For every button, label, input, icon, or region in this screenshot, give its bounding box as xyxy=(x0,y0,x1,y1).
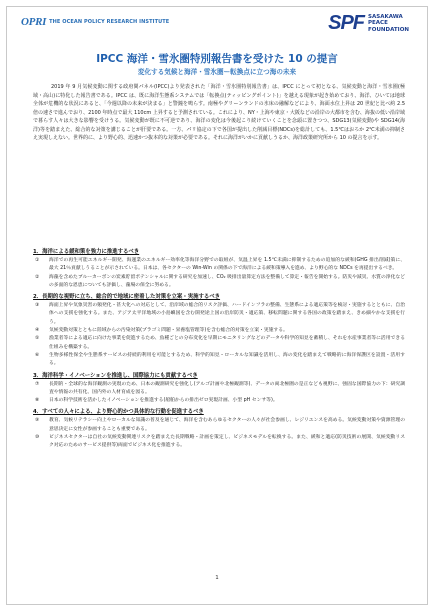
section-4 xyxy=(33,408,405,450)
page-number: 1 xyxy=(215,575,219,581)
item-text: 日本の科学技術を活かしたイノベーションを推進する(船舶からの排出ゼロ実現計画、小型 pH センサ等)。 xyxy=(49,398,278,404)
item-text: 漁業者等による適応に向けた事業を促進するため、魚種ごとの分布変化を早期にモニタリングなどのデータや科学的知見を蓄積し、それを水産事業者等に活用できる仕組みを構築する。 xyxy=(49,336,405,350)
item-number: ② xyxy=(35,274,40,280)
section-heading: 1．海洋による緩和策を強力に推進するべき xyxy=(33,249,140,255)
spf-name-line-1: SASAKAWA xyxy=(368,13,403,20)
section-3 xyxy=(33,372,405,406)
intro-paragraph: 2019 年 9 月気候変動に関する政府間パネル(IPCC)より発表された「海洋・雪氷圏特別報告書」は、IPCC にとって初となる、気候変動と海洋・雪氷圏(極域・高山)に特化した報告書である。IPCC は、既に海洋生態系システムでは「転換点(ティッピングポイント)」を越える現象が起き始めており、海洋、ひいては地球全体が危機的な状況にあると、「今週以降の未来が決まる」と警鐘を鳴らす。南極やグリーンランドの氷床の融解などにより、海面水位上昇は 20 世紀と比べ約 2.5 倍の速さで進んでおり、2100 年時点で最大 110cm 上昇すると予測されている。これにより、NY・上海や東京・大阪などの沿岸の大都市を含む、海抜の低い沿岸域で暮らす人々は大きな影響を受けうる。気候変動が既に不可逆であり、海洋の変化は今後起こり続けていくことを念頭に置きつつ、SDG13(気候変動)や SDG14(海洋)等を踏まえた、総合的な対策を講じることが肝要である。一方、パリ協定の下で各国が提出した削減目標(NDCs)を総計しても、1.5℃はおろか 2℃未満の抑制さえ実現しえない。世界的に、より野心的、迅速かつ抜本的な対策が必要である。それに海洋がいかに貢献しうるか、海洋政策研究所から 10 の提言を示す。 xyxy=(33,84,405,141)
header xyxy=(7,7,427,41)
item-text: ビジネスセクターは自社の気候変動関連リスクを踏まえた長期戦略・計画を策定し、ビジネスモデルを転換する。また、緩和と適応(防災技術の展開、気候変動リスク対応のためのサービス提供等)両面でビジネス化を推進する。 xyxy=(49,435,405,449)
item-number: ③ xyxy=(35,303,40,309)
item-text: 海洋での再生可能エネルギー開発、海運業のエネルギー効率化等海洋分野での取組が、気温上昇を 1.5℃未満に抑制するための追加的な緩和(GHG 排出削減)策に、最大 21％貢献しうることが示されている。日本は、各セクターの Win-Win の関係の下で海洋による緩和策導入を進め、より野心的な NDCs を再提出するべき。 xyxy=(49,258,405,272)
item-number: ⑧ xyxy=(35,398,40,404)
recommendation-item xyxy=(33,335,405,352)
section-heading: 4．すべての人々による、より野心的かつ具体的な行動を促進するべき xyxy=(33,409,204,416)
recommendation-item xyxy=(33,327,405,335)
item-text: 教育、気候リテラシー向上やローカルな知識の普及を通じて、海洋を含むあらゆるセクターの人々が社会参画し、レジリエンスを高める。気候変動対策や資源管理の意思決定に女性が参画することも重要である。 xyxy=(49,418,405,432)
item-number: ⑦ xyxy=(35,381,40,387)
recommendation-item xyxy=(33,257,405,274)
item-text: 長期的・全球的な海洋観測の実現のため、日本の観測研究を強化し(アルゴ計画や北極観測等)、データの両北極圏の是正なども視野に、強固な国際協力の下：研究調査や情報の共有化、国内外の人材育成を図る。 xyxy=(49,381,405,395)
item-number: ⑤ xyxy=(35,336,40,342)
section-1 xyxy=(33,248,405,290)
section-2 xyxy=(33,293,405,368)
item-number: ⑥ xyxy=(35,352,40,358)
recommendation-item xyxy=(33,381,405,398)
recommendation-sections xyxy=(33,248,405,454)
spf-name xyxy=(368,14,409,34)
section-heading: 3．海洋科学・イノベーションを推進し、国際協力にも貢献するべき xyxy=(33,372,198,379)
opri-name: THE OCEAN POLICY RESEARCH INSTITUTE xyxy=(49,19,170,25)
opri-logo-block xyxy=(21,16,169,28)
spf-name-line-3: FOUNDATION xyxy=(368,26,409,33)
recommendation-item xyxy=(33,434,405,451)
document-title: IPCC 海洋・雪氷圏特別報告書を受けた 10 の提言 xyxy=(96,53,338,65)
item-text: 海面上昇や気象災害の頻発化・甚大化への対応として、沿岸域の総合的リスク評価、ハードインフラの整備、生態系による適応策等を検討・実施するとともに、自治体への支援を強化する。また、アジア太平洋地域の小島嶼国を含む開発途上国の沿岸防災・適応策、移転問題に関する各国の政策を踏まえ、きめ細やかな支援を行う。 xyxy=(49,303,405,325)
item-number: ④ xyxy=(35,328,40,334)
opri-logo: OPRI xyxy=(21,16,47,28)
item-text: 気候変動対策とともに陸域からの汚染対策(プラゴミ問題・栄養塩管理等)を含む総合的対策を立案・実施する。 xyxy=(49,328,288,334)
recommendation-item xyxy=(33,302,405,327)
section-heading: 2．長期的な視野に立ち、総合的で地域に密着した対策を立案・実施するべき xyxy=(33,294,221,301)
item-text: 生物多様性保全や生態系サービスの持続的利用を可能とするため、科学的知見・ローカルな知識を活用し、海の変化を踏まえて戦略的に海洋保護区を設置・活用する。 xyxy=(49,352,405,367)
recommendation-item xyxy=(33,417,405,434)
item-number: ⑩ xyxy=(35,435,40,441)
item-number: ⑨ xyxy=(35,418,40,424)
recommendation-item xyxy=(33,274,405,291)
spf-name-line-2: PEACE xyxy=(368,20,388,27)
document-page xyxy=(6,6,428,605)
item-number: ① xyxy=(35,258,40,263)
spf-logo-block xyxy=(328,12,409,35)
document-subtitle: 変化する気候と海洋・雪氷圏ー転換点に立つ海の未来 xyxy=(137,68,297,76)
spf-logo: SPF xyxy=(328,12,365,34)
recommendation-item xyxy=(33,352,405,369)
recommendation-item xyxy=(33,397,405,405)
item-text: 海藻を含めたブルーカーボンの炭素貯留ポテンシャルに関する研究を加速し、CO₂ 吸排出量算定方法を整備して算定・報告を開始する。防災や減災、水質の浄化などの多面的な恩恵についても評価し、藻場の保全に努める。 xyxy=(49,274,405,288)
